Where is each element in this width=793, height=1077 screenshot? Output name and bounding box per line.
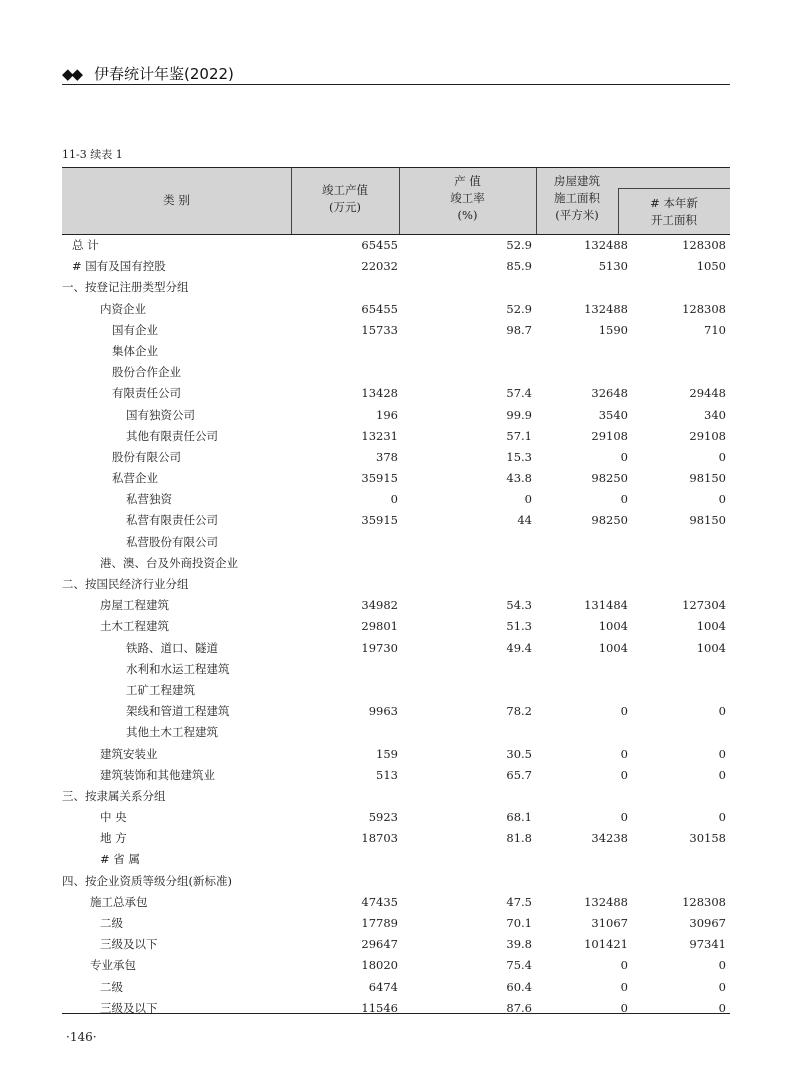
row-value: 3540 (598, 407, 628, 422)
row-label: 二级 (100, 979, 123, 994)
header-rule (62, 84, 730, 85)
row-value: 159 (376, 746, 398, 761)
header-divider (618, 188, 730, 189)
page-number: ·146· (66, 1030, 97, 1044)
table-row (62, 955, 730, 976)
row-value: 128308 (682, 301, 726, 316)
row-value: 0 (390, 492, 398, 507)
running-header (62, 63, 730, 85)
table-row (62, 977, 730, 998)
row-label: 三级及以下 (100, 937, 158, 952)
table-row (62, 320, 730, 341)
row-value: 128308 (682, 894, 726, 909)
row-label: 房屋工程建筑 (100, 598, 169, 613)
row-value: 0 (718, 746, 726, 761)
table-row (62, 468, 730, 489)
row-value: 57.4 (506, 386, 532, 401)
row-value: 29108 (591, 428, 628, 443)
header-col2-line: 产 值 (454, 174, 481, 188)
row-label: 水利和水运工程建筑 (126, 661, 230, 676)
row-label: 集体企业 (112, 343, 158, 358)
row-value: 32648 (591, 386, 628, 401)
row-value: 513 (376, 767, 398, 782)
row-label: 中 央 (100, 810, 127, 825)
table-row (62, 828, 730, 849)
row-value: 131484 (584, 598, 628, 613)
row-value: 22032 (361, 259, 398, 274)
table-row (62, 362, 730, 383)
row-value: 18703 (361, 831, 398, 846)
header-col1 (291, 182, 399, 216)
row-label: 股份有限公司 (112, 449, 181, 464)
table-row (62, 532, 730, 553)
row-value: 35915 (361, 513, 398, 528)
table-row (62, 680, 730, 701)
row-value: 0 (524, 492, 532, 507)
row-value: 49.4 (506, 640, 532, 655)
table-row (62, 913, 730, 934)
row-label: 铁路、道口、隧道 (126, 640, 218, 655)
table-row (62, 277, 730, 298)
row-label: # 国有及国有控股 (72, 259, 166, 274)
row-value: 43.8 (506, 471, 532, 486)
row-value: 340 (704, 407, 726, 422)
table-body (62, 235, 730, 1019)
table-row (62, 595, 730, 616)
header-col2-line: 竣工率 (450, 191, 485, 205)
row-value: 5130 (598, 259, 628, 274)
header-col4 (618, 195, 730, 229)
row-label: 工矿工程建筑 (126, 682, 195, 697)
row-value: 99.9 (506, 407, 532, 422)
row-value: 0 (718, 979, 726, 994)
row-value: 0 (620, 810, 628, 825)
row-label: 建筑装饰和其他建筑业 (100, 767, 215, 782)
table-row (62, 722, 730, 743)
row-value: 60.4 (506, 979, 532, 994)
row-value: 132488 (584, 301, 628, 316)
row-value: 18020 (361, 958, 398, 973)
row-label: 一、按登记注册类型分组 (62, 280, 189, 295)
row-value: 196 (376, 407, 398, 422)
table-row (62, 871, 730, 892)
row-label: 二、按国民经济行业分组 (62, 577, 189, 591)
row-value: 132488 (584, 894, 628, 909)
row-label: 地 方 (100, 831, 127, 846)
row-value: 29108 (689, 428, 726, 443)
row-value: 85.9 (506, 259, 532, 274)
row-value: 34982 (361, 598, 398, 613)
row-value: 30.5 (506, 746, 532, 761)
row-value: 15.3 (506, 449, 532, 464)
row-value: 35915 (361, 471, 398, 486)
row-value: 47.5 (506, 894, 532, 909)
header-col3 (536, 173, 618, 224)
row-value: 1004 (696, 640, 726, 655)
row-value: 11546 (361, 1000, 398, 1015)
diamond-bullets-icon: ◆◆ (62, 65, 82, 83)
row-label: 有限责任公司 (112, 386, 181, 401)
row-value: 75.4 (506, 958, 532, 973)
row-label: 专业承包 (90, 958, 136, 973)
header-col3-line: 房屋建筑 (554, 174, 600, 188)
row-value: 17789 (361, 916, 398, 930)
row-value: 0 (718, 704, 726, 719)
table-row (62, 849, 730, 870)
row-value: 0 (718, 492, 726, 507)
table-bottom-rule (62, 1013, 730, 1014)
row-value: 0 (718, 767, 726, 782)
yearbook-title: 伊春统计年鉴(2022) (94, 65, 234, 83)
row-value: 98150 (689, 513, 726, 528)
table-row (62, 383, 730, 404)
row-value: 0 (620, 746, 628, 761)
row-value: 98250 (591, 513, 628, 528)
header-col1-line: (万元) (329, 200, 361, 214)
row-label: # 省 属 (100, 852, 140, 867)
row-value: 710 (704, 322, 726, 337)
row-value: 98.7 (506, 322, 532, 337)
row-value: 1590 (598, 322, 628, 337)
header-col1-line: 竣工产值 (322, 183, 368, 197)
table-row (62, 574, 730, 595)
table-row (62, 299, 730, 320)
table-row (62, 701, 730, 722)
row-label: 国有企业 (112, 322, 158, 337)
header-col2-line: (%) (457, 208, 478, 222)
row-value: 0 (620, 767, 628, 782)
table-header (62, 167, 730, 235)
table-row (62, 638, 730, 659)
row-value: 65.7 (506, 767, 532, 782)
table-row (62, 765, 730, 786)
header-col4-line: 开工面积 (651, 213, 697, 227)
row-label: 私营企业 (112, 471, 158, 486)
row-label: 私营有限责任公司 (126, 513, 218, 528)
row-value: 101421 (584, 937, 628, 952)
table-row (62, 510, 730, 531)
header-col2 (399, 173, 536, 224)
row-value: 0 (718, 449, 726, 464)
row-label: 建筑安装业 (100, 746, 158, 761)
row-label: 总 计 (72, 238, 99, 252)
row-value: 0 (620, 449, 628, 464)
row-value: 30158 (689, 831, 726, 846)
row-label: 四、按企业资质等级分组(新标准) (62, 873, 232, 888)
row-value: 54.3 (506, 598, 532, 613)
table-row (62, 892, 730, 913)
row-label: 其他土木工程建筑 (126, 725, 218, 740)
row-value: 81.8 (506, 831, 532, 846)
row-value: 29647 (361, 937, 398, 952)
row-value: 29448 (689, 386, 726, 401)
row-label: 股份合作企业 (112, 365, 181, 380)
table-row (62, 256, 730, 277)
row-value: 5923 (368, 810, 398, 825)
table-row (62, 807, 730, 828)
row-label: 内资企业 (100, 301, 146, 316)
row-value: 68.1 (506, 810, 532, 825)
row-value: 128308 (682, 238, 726, 252)
row-label: 二级 (100, 916, 123, 930)
header-col3-line: (平方米) (555, 208, 599, 222)
table-row (62, 744, 730, 765)
row-value: 65455 (361, 301, 398, 316)
row-value: 132488 (584, 238, 628, 252)
row-value: 378 (376, 449, 398, 464)
row-value: 0 (718, 958, 726, 973)
row-label: 施工总承包 (90, 894, 148, 909)
row-label: 三级及以下 (100, 1000, 158, 1015)
row-value: 127304 (682, 598, 726, 613)
row-value: 65455 (361, 238, 398, 252)
row-value: 13231 (361, 428, 398, 443)
row-value: 1004 (598, 619, 628, 634)
row-value: 39.8 (506, 937, 532, 952)
row-value: 87.6 (506, 1000, 532, 1015)
row-value: 0 (620, 492, 628, 507)
row-value: 30967 (689, 916, 726, 930)
table-row (62, 998, 730, 1019)
header-category: 类 别 (163, 193, 190, 207)
row-label: 私营股份有限公司 (126, 534, 218, 549)
row-value: 1004 (696, 619, 726, 634)
row-value: 70.1 (506, 916, 532, 930)
table-row (62, 553, 730, 574)
row-label: 架线和管道工程建筑 (126, 704, 230, 719)
table-row (62, 659, 730, 680)
table-row (62, 934, 730, 955)
row-value: 0 (620, 979, 628, 994)
header-col4-line: # 本年新 (650, 196, 698, 210)
row-value: 19730 (361, 640, 398, 655)
row-label: 私营独资 (126, 492, 172, 507)
table-row (62, 489, 730, 510)
table-row (62, 235, 730, 256)
row-value: 97341 (689, 937, 726, 952)
row-value: 0 (718, 1000, 726, 1015)
table-row (62, 447, 730, 468)
row-value: 0 (620, 1000, 628, 1015)
row-value: 0 (620, 958, 628, 973)
row-value: 6474 (368, 979, 398, 994)
row-value: 47435 (361, 894, 398, 909)
row-value: 1050 (696, 259, 726, 274)
row-value: 44 (517, 513, 532, 528)
row-value: 98250 (591, 471, 628, 486)
row-value: 52.9 (506, 238, 532, 252)
statistics-table (62, 167, 730, 1019)
row-value: 13428 (361, 386, 398, 401)
table-row (62, 405, 730, 426)
table-caption: 11-3 续表 1 (62, 148, 123, 161)
row-label: 国有独资公司 (126, 407, 195, 422)
row-value: 31067 (591, 916, 628, 930)
row-value: 1004 (598, 640, 628, 655)
row-label: 土木工程建筑 (100, 619, 169, 634)
table-row (62, 616, 730, 637)
row-label: 其他有限责任公司 (126, 428, 218, 443)
row-value: 0 (620, 704, 628, 719)
row-label: 港、澳、台及外商投资企业 (100, 555, 238, 570)
row-value: 57.1 (506, 428, 532, 443)
table-row (62, 341, 730, 362)
row-value: 34238 (591, 831, 628, 846)
row-value: 15733 (361, 322, 398, 337)
row-value: 78.2 (506, 704, 532, 719)
row-value: 9963 (368, 704, 398, 719)
row-value: 0 (718, 810, 726, 825)
table-row (62, 786, 730, 807)
row-value: 52.9 (506, 301, 532, 316)
row-value: 51.3 (506, 619, 532, 634)
row-value: 29801 (361, 619, 398, 634)
row-value: 98150 (689, 471, 726, 486)
row-label: 三、按隶属关系分组 (62, 788, 166, 803)
header-col3-line: 施工面积 (554, 191, 600, 205)
table-row (62, 426, 730, 447)
